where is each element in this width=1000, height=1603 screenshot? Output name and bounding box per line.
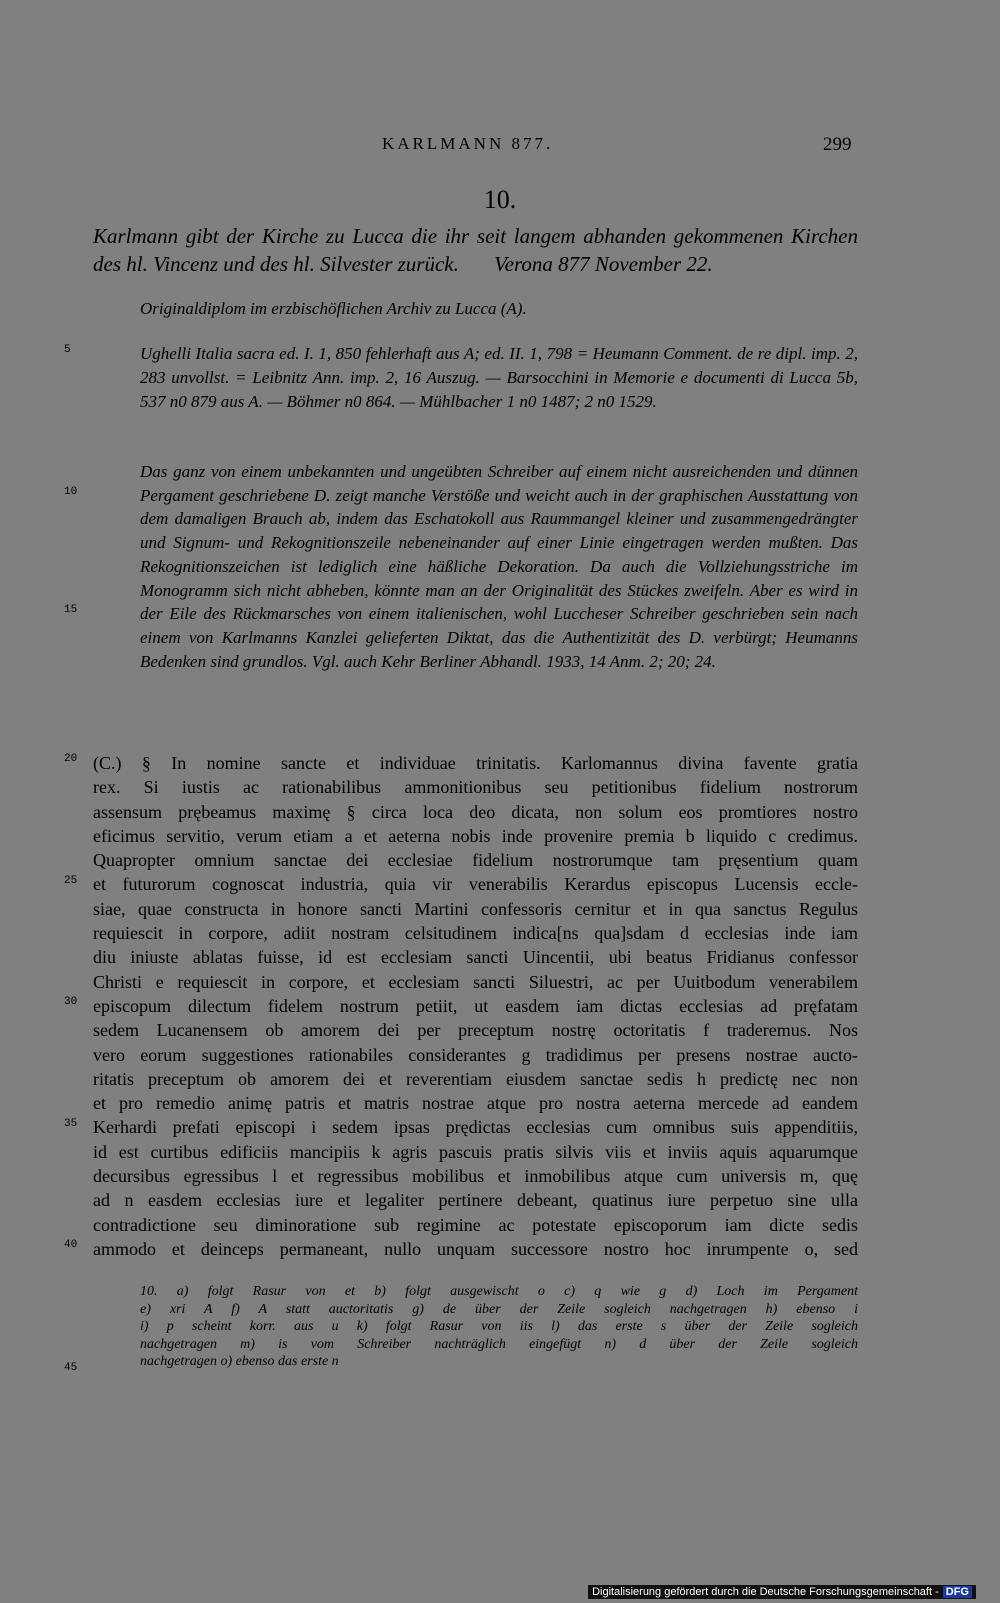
bibliography: Ughelli Italia sacra ed. I. 1, 850 fehlerhaft aus A; ed. II. 1, 798 = Heumann Comment. de re dipl. imp. 2, 283 unvollst. = Leibnitz Ann. imp. 2, 16 Auszug. — Barsocchini in Memorie e documenti di Lucca 5b, 537 n0 879 aus A. — Böhmer n0 864. — Mühlbacher 1 n0 1487; 2 n0 1529. [140, 344, 858, 411]
line-number: 35 [64, 1118, 78, 1130]
document-place-date: Verona 877 November 22. [494, 252, 713, 276]
charter-line: requiescit in corpore, adiit nostram celsitudinem indica[ns qua]sdam d ecclesias inde iam [93, 923, 858, 944]
charter-line: diu iniuste ablatas fuisse, id est ecclesiam sancti Uincentii, ubi beatus Fridianus confessor [93, 947, 858, 968]
line-number: 25 [64, 875, 78, 887]
line-number: 30 [64, 996, 78, 1008]
charter-line: ad n easdem ecclesias iure et legaliter pertinere debeant, quatinus iure perpetuo sine ulla [93, 1190, 858, 1211]
charter-line: et futurorum cognoscat industria, quia vir venerabilis Kerardus episcopus Lucensis eccle- [93, 874, 858, 895]
footnote-line: e) xri A f) A statt auctoritatis g) de über der Zeile sogleich nachgetragen h) ebenso i [140, 1301, 858, 1317]
document-number: 10. [483, 185, 517, 214]
document-title [93, 222, 858, 278]
charter-line: decursibus egressibus l et regressibus mobilibus et inmobilibus atque cum universis m, quę [93, 1166, 858, 1187]
document-title-text: Karlmann gibt der Kirche zu Lucca die ihr seit langem abhanden gekommenen Kirchen des hl. Vincenz und des hl. Silvester zurück. [93, 224, 858, 276]
charter-line: contradictione seu diminoratione sub regimine ac potestate episcoporum iam dicte sedis [93, 1214, 858, 1235]
charter-line: Kerhardi prefati episcopi i sedem ipsas prędictas ecclesias cum omnibus suis appenditiis, [93, 1117, 858, 1138]
charter-line: rex. Si iustis ac rationabilibus ammonitionibus seu petitionibus fidelium nostrorum [93, 777, 858, 798]
line-number: 20 [64, 753, 78, 765]
charter-line: (C.) § In nomine sancte et individuae trinitatis. Karlomannus divina favente gratia [93, 753, 858, 773]
charter-line: eficimus servitio, verum etiam a et aeterna nobis inde provenire premia b liquido c credimus. [93, 825, 858, 846]
charter-line: ritatis preceptum ob amorem dei et reverentiam eiusdem sanctae sedis h predictę nec non [93, 1068, 858, 1089]
footnotes [140, 1283, 858, 1371]
funding-credit [588, 1585, 976, 1599]
commentary: Das ganz von einem unbekannten und ungeübten Schreiber auf einem nicht ausreichenden und dünnen Pergament geschriebene D. zeigt manche Verstöße und weicht auch in der graphischen Ausstattung von dem damaligen Brauch ab, indem das Eschatokoll aus Raummangel kleiner und zusammengedrängter und Signum- und Rekognitionszeile nebeneinander auf einer Linie eingetragen werden mußten. Das Rekognitionszeichen ist lediglich eine häßliche Dekoration. Da auch die Vollziehungsstriche im Monogramm sich nicht abheben, könnte man an der Originalität des Stückes zweifeln. Aber es wird in der Eile des Rückmarsches von einem italienischen, wohl Luccheser Schreiber geschrieben sein nach einem von Karlmanns Kanzlei gelieferten Diktat, das die Authentizität des D. verbürgt; Heumanns Bedenken sind grundlos. Vgl. auch Kehr Berliner Abhandl. 1933, 14 Anm. 2; 20; 24. [140, 462, 858, 671]
footnote-line: 10. a) folgt Rasur von et b) folgt ausgewischt o c) q wie g d) Loch im Pergament [140, 1284, 858, 1299]
line-number: 10 [64, 486, 78, 498]
line-number: 45 [64, 1362, 78, 1374]
line-number: 5 [64, 344, 71, 356]
charter-line: siae, quae constructa in honore sancti Martini confessoris cernitur et in qua sanctus Regulus [93, 898, 858, 919]
footnote-line: nachgetragen m) is vom Schreiber nachträglich eingefügt n) d über der Zeile sogleich [140, 1336, 858, 1352]
charter-line: id est curtibus edificiis mancipiis k agris pascuis pratis silvis viis et inviis aquis aquarumque [93, 1141, 858, 1162]
funding-credit-text: Digitalisierung gefördert durch die Deutsche Forschungsgemeinschaft - [592, 1586, 939, 1598]
running-head: KARLMANN 877. [382, 134, 554, 153]
line-number: 15 [64, 604, 78, 616]
charter-text [93, 751, 858, 1261]
dfg-logo: DFG [943, 1586, 972, 1598]
charter-line: assensum prębeamus maximę § circa loca deo dicata, non solum eos promtiores nostro [93, 801, 858, 822]
charter-line: episcopum dilectum fidelem nostrum petiit, ut easdem iam dictas ecclesias ad pręfatam [93, 995, 858, 1016]
charter-line: et pro remedio animę patris et matris nostrae atque pro nostra aeterna mercede ad eandem [93, 1093, 858, 1114]
charter-line: sedem Lucanensem ob amorem dei per preceptum nostrę octoritatis f traderemus. Nos [93, 1020, 858, 1041]
charter-line: vero eorum suggestiones rationabiles considerantes g tradidimus per presens nostrae aucto- [93, 1044, 858, 1065]
charter-line: ammodo et deinceps permaneant, nullo unquam successore nostro hoc inrumpente o, sed [93, 1238, 858, 1259]
charter-line: Christi e requiescit in corpore, et ecclesiam sancti Siluestri, ac per Uuitbodum venerabilem [93, 971, 858, 992]
line-number: 40 [64, 1239, 78, 1251]
footnote-line: i) p scheint korr. aus u k) folgt Rasur von iis l) das erste s über der Zeile sogleich [140, 1319, 858, 1334]
original-note: Originaldiplom im erzbischöflichen Archiv zu Lucca (A). [140, 299, 527, 318]
footnote-line: nachgetragen o) ebenso das erste n [140, 1354, 339, 1369]
page-number: 299 [823, 134, 852, 155]
charter-line: Quapropter omnium sanctae dei ecclesiae fidelium nostrorumque tam pręsentium quam [93, 850, 858, 871]
